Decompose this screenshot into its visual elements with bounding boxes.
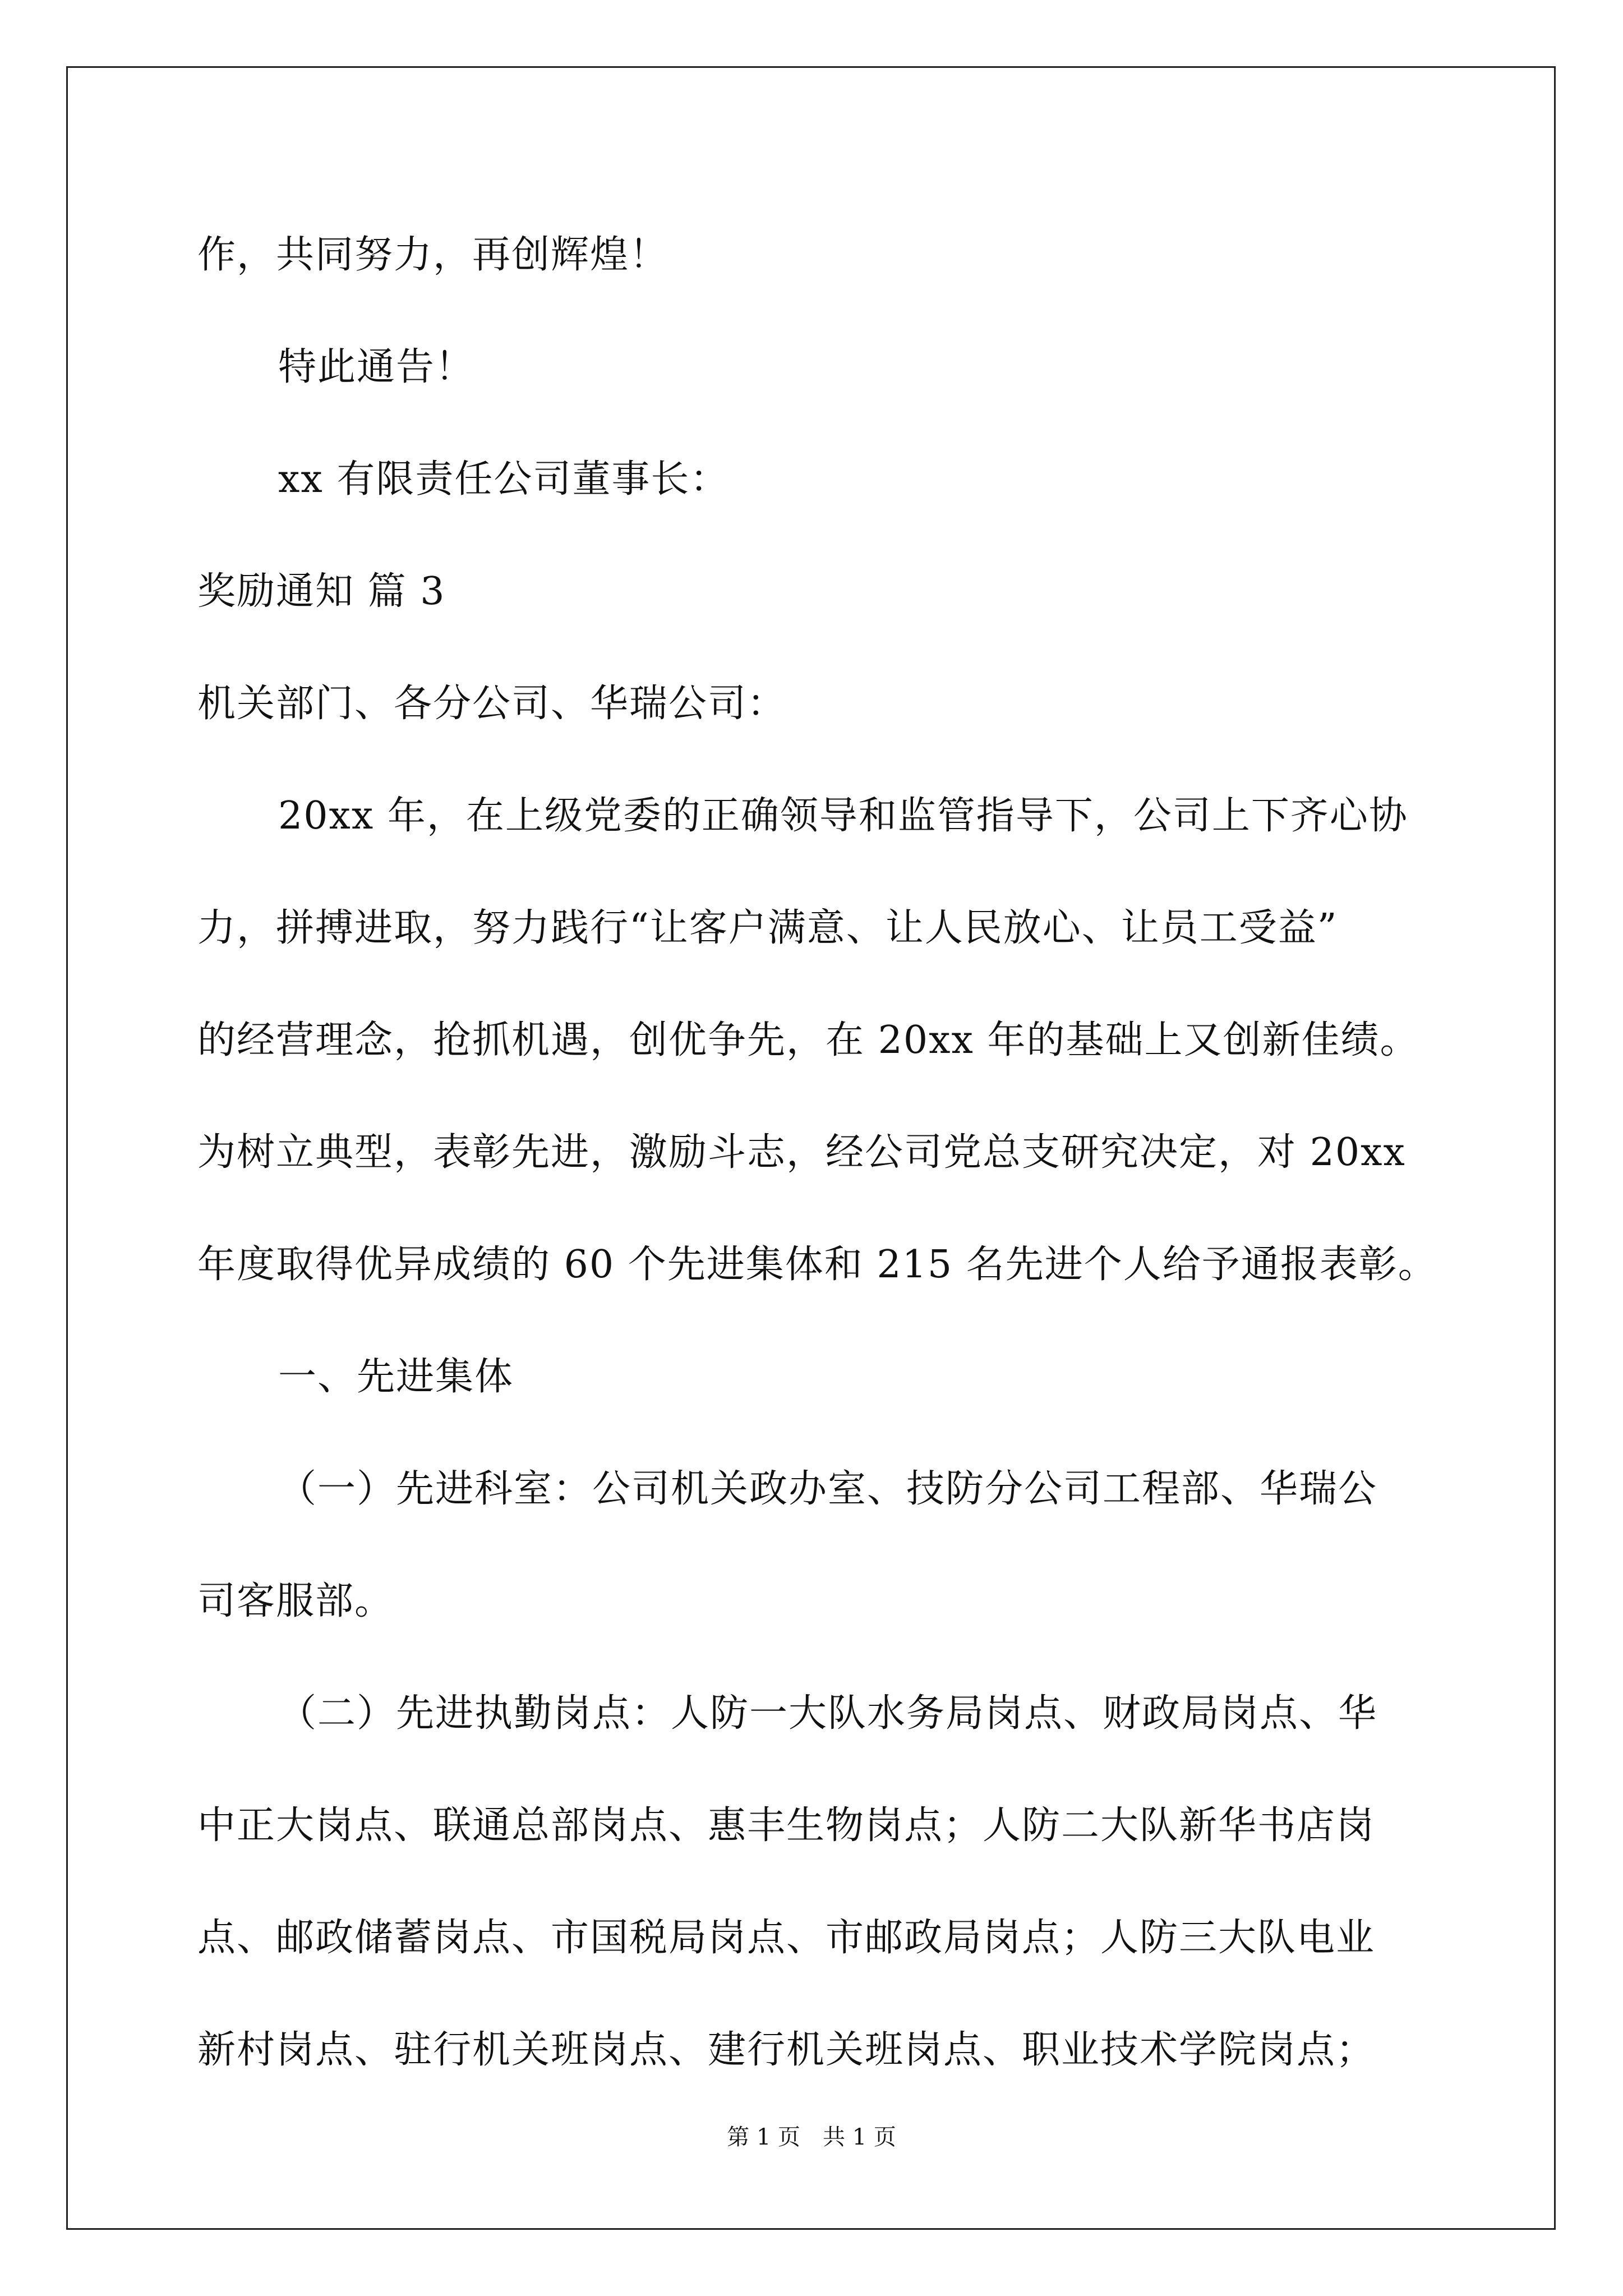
text-line: （一）先进科室：公司机关政办室、技防分公司工程部、华瑞公 — [278, 1467, 1378, 1511]
text-line: 作，共同努力，再创辉煌！ — [197, 233, 669, 277]
subsection-heading: 一、先进集体 — [278, 1355, 514, 1399]
section-heading: 奖励通知 篇 3 — [197, 569, 446, 614]
text-line: 新村岗点、驻行机关班岗点、建行机关班岗点、职业技术学院岗点； — [197, 2028, 1376, 2072]
text-line: （二）先进执勤岗点：人防一大队水务局岗点、财政局岗点、华 — [278, 1691, 1378, 1736]
text-line: 20xx 年，在上级党委的正确领导和监管指导下，公司上下齐心协 — [278, 794, 1408, 838]
text-line: 点、邮政储蓄岗点、市国税局岗点、市邮政局岗点；人防三大队电业 — [197, 1916, 1376, 1960]
text-line: 司客服部。 — [197, 1579, 394, 1623]
text-line: 年度取得优异成绩的 60 个先进集体和 215 名先进个人给予通报表彰。 — [197, 1243, 1437, 1287]
text-line: xx 有限责任公司董事长： — [278, 457, 730, 501]
addressee-line: 机关部门、各分公司、华瑞公司： — [197, 682, 787, 726]
text-line: 力，拼搏进取，努力践行“让客户满意、让人民放心、让员工受益” — [197, 906, 1338, 950]
text-line: 中正大岗点、联通总部岗点、惠丰生物岗点；人防二大队新华书店岗 — [197, 1803, 1376, 1848]
page-number-footer: 第 1 页 共 1 页 — [727, 2124, 896, 2150]
text-line: 特此通告！ — [278, 345, 475, 389]
text-line: 的经营理念，抢抓机遇，创优争先，在 20xx 年的基础上又创新佳绩。 — [197, 1018, 1419, 1062]
text-line: 为树立典型，表彰先进，激励斗志，经公司党总支研究决定，对 20xx — [197, 1130, 1406, 1175]
document-body — [197, 199, 1437, 2106]
